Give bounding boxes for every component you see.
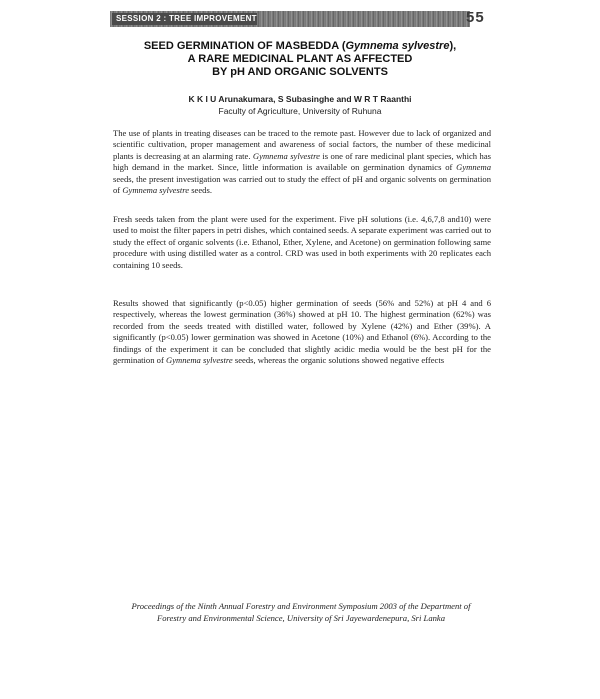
affiliation: Faculty of Agriculture, University of Ruhuna — [218, 106, 382, 116]
paragraph-introduction: The use of plants in treating diseases can be traced to the remote past. However due to lack of organized and scientific cultivation, proper management and awareness of social factors, the number of these medicinal plants is decreasing at an alarming rate. Gymnema sylvestre is one of rare medicinal plant species, which has high demand in the market. Since, little information is available on germination dynamics of Gymnema seeds, the present investigation was carried out to study the effect of pH and organic solvents on germination of Gymnema sylvestre seeds. — [113, 128, 491, 196]
paragraph-results: Results showed that significantly (p<0.05) higher germination of seeds (56% and 52%) at pH 4 and 6 respectively, whereas the lowest germination (36%) showed at pH 10. The highest germination (62%) was recorded from the seeds treated with distilled water, followed by Xylene (42%) and Ether (39%). A significantly (p<0.05) lower germination was showed in Acetone (10%) and Ethanol (6%). According to the findings of the experiment it can be concluded that slightly acidic media would be the best pH for the germination of Gymnema sylvestre seeds, whereas the organic solutions showed negative effects — [113, 298, 491, 366]
header-band — [110, 11, 470, 27]
paper-title — [110, 40, 490, 79]
title-line-1: SEED GERMINATION OF MASBEDDA (Gymnema sylvestre), — [143, 40, 457, 52]
scientific-name: Gymnema sylvestre — [345, 40, 450, 52]
section-label: SESSION 2 : TREE IMPROVEMENT — [112, 13, 257, 25]
paragraph-methods: Fresh seeds taken from the plant were used for the experiment. Five pH solutions (i.e. 4,6,7,8 and10) were used to moist the filter papers in petri dishes, which contained seeds. A separate experiment was carried out to study the effect of organic solvents (i.e. Ethanol, Ether, Xylene, and Acetone) on germination following same procedure with using distilled water as a control. CRD was used in both experiments with 20 replicates each containing 10 seeds. — [113, 214, 492, 270]
page-number: 55 — [466, 9, 485, 26]
proceedings-footer — [105, 601, 497, 624]
title-line-3: BY pH AND ORGANIC SOLVENTS — [212, 66, 388, 78]
authors: K K I U Arunakumara, S Subasinghe and W R T Raanthi — [188, 94, 412, 104]
title-line-2: A RARE MEDICINAL PLANT AS AFFECTED — [187, 53, 413, 65]
footer-line-1: Proceedings of the Ninth Annual Forestry and Environment Symposium 2003 of the Department of — [131, 601, 471, 611]
footer-line-2: Forestry and Environmental Science, University of Sri Jayewardenepura, Sri Lanka — [156, 612, 446, 623]
